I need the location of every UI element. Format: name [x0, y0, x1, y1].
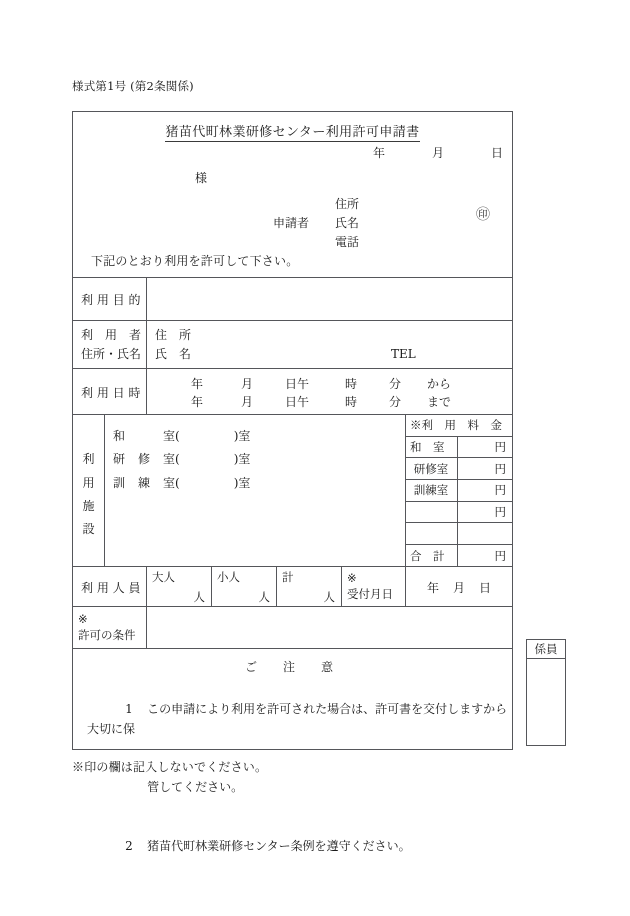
applicant-address-label: 住所 — [335, 197, 360, 211]
note-2-line1: 猪苗代町林業研修センター条例を遵守ください。 — [147, 838, 411, 853]
applicant-label: 申請者 — [273, 216, 310, 230]
seal-stamp-icon: ㊞ — [476, 207, 490, 223]
facility-label-char-4: 設 — [82, 522, 95, 537]
facility-item-kenshushitsu[interactable] — [113, 448, 405, 471]
facility-2-paren — [175, 448, 250, 471]
facility-1-paren-open: ( — [175, 429, 180, 443]
dt-to-hour: 時 — [344, 395, 357, 409]
datetime-label: 利 用 日 時 — [81, 385, 141, 400]
facility-label-vertical — [73, 415, 104, 571]
fee-name-blank-2 — [405, 523, 458, 544]
people-total-title: 計 — [282, 570, 294, 584]
staff-box-header: 係員 — [527, 640, 565, 659]
facility-list — [105, 415, 405, 495]
datetime-label-cell — [73, 369, 146, 415]
dt-to-day: 日午 — [284, 395, 309, 409]
note-1-line1: この申請により利用を許可された場合は、許可書を交付しますから大切に保 — [87, 702, 508, 736]
date-year-label: 年 — [373, 146, 386, 160]
receipt-date-month: 月 — [452, 580, 465, 595]
dt-to-suffix: まで — [426, 395, 451, 409]
table-row-datetime — [73, 368, 512, 414]
fee-unit-washitsu: 円 — [494, 440, 506, 455]
facility-1-paren-close: )室 — [233, 429, 251, 443]
applicant-name-row — [273, 214, 453, 233]
notes-body — [73, 675, 512, 875]
note-item-2 — [73, 817, 512, 875]
facility-2-name2: 修 — [137, 452, 150, 467]
applicant-block — [273, 195, 453, 252]
facility-item-washitsu[interactable] — [113, 425, 405, 448]
dt-from-day: 日午 — [284, 377, 309, 391]
date-month-label: 月 — [431, 146, 444, 160]
user-value-stack — [147, 321, 512, 369]
facility-3-paren-close: )室 — [233, 475, 251, 490]
page-title — [73, 121, 512, 140]
condition-label-cell — [73, 607, 146, 649]
receipt-date-value-cell[interactable] — [406, 567, 512, 607]
fee-name-kenshushitsu: 研修室 — [405, 458, 458, 479]
request-statement: 下記のとおり利用を許可して下さい。 — [91, 254, 299, 268]
table-row-purpose — [73, 277, 512, 320]
fee-unit-blank-1: 円 — [494, 505, 506, 520]
fee-unit-kenshushitsu: 円 — [494, 461, 506, 476]
applicant-phone-row — [273, 233, 453, 252]
user-value-cell[interactable] — [147, 321, 512, 369]
people-adult-title: 大人 — [152, 570, 175, 584]
facility-3-paren-open: ( — [175, 475, 180, 490]
user-label-line2: 住所・氏名 — [81, 347, 142, 361]
fee-name-washitsu: 和 室 — [405, 437, 458, 458]
fee-row-total[interactable] — [405, 545, 512, 567]
purpose-label: 利 用 目 的 — [81, 293, 141, 307]
fee-name-total: 合 計 — [405, 545, 458, 567]
notes-title — [73, 649, 512, 675]
facility-label-cell — [73, 415, 104, 567]
applicant-name-label: 氏名 — [335, 216, 360, 230]
fee-row-kenshushitsu[interactable] — [405, 458, 512, 480]
facility-3-paren — [175, 472, 250, 495]
staff-box — [526, 639, 566, 746]
condition-value — [147, 607, 512, 649]
condition-value-cell[interactable] — [147, 607, 512, 649]
addressee-honorific: 様 — [195, 171, 208, 185]
user-label-line1: 利 用 者 — [81, 328, 142, 343]
receipt-date-day: 日 — [478, 580, 491, 595]
facility-2-paren-open: ( — [175, 452, 180, 467]
fee-table-header: ※利 用 料 金 — [410, 418, 502, 433]
applicant-phone-label: 電話 — [335, 235, 360, 249]
fee-name-blank-1 — [405, 502, 458, 523]
facility-label-char-2: 用 — [82, 475, 95, 490]
receipt-label-mark: ※ — [347, 571, 357, 586]
purpose-label-cell — [73, 278, 146, 321]
fee-row-kunrenshitsu[interactable] — [405, 480, 512, 502]
purpose-value — [147, 278, 512, 321]
receipt-label-text: 受付月日 — [347, 587, 393, 601]
purpose-value-cell[interactable] — [147, 278, 512, 321]
dt-from-hour: 時 — [344, 377, 357, 391]
facility-2-name3: 室 — [162, 452, 175, 467]
facility-label-char-3: 施 — [82, 499, 95, 513]
fee-unit-total: 円 — [494, 548, 506, 563]
dt-from-month: 月 — [240, 377, 253, 391]
facility-3-name3: 室 — [162, 475, 175, 490]
facility-list-cell[interactable] — [105, 415, 405, 567]
facility-label-char-1: 利 — [82, 452, 95, 467]
people-child-title: 小人 — [217, 570, 240, 584]
staff-box-value[interactable] — [527, 659, 565, 745]
note-1-line2: 管してください。 — [147, 780, 244, 795]
fee-row-blank-1[interactable] — [405, 502, 512, 524]
facility-item-kunrenshitsu[interactable] — [113, 472, 405, 495]
condition-label-mark: ※ — [78, 612, 88, 627]
dt-from-year: 年 — [190, 377, 203, 391]
datetime-from-line — [147, 375, 512, 393]
user-label-cell — [73, 321, 146, 369]
people-child-unit: 人 — [258, 590, 270, 604]
applicant-address-row — [273, 195, 453, 214]
facility-3-name2: 練 — [137, 475, 150, 490]
table-row-people — [73, 566, 512, 606]
fee-name-kunrenshitsu: 訓練室 — [405, 480, 458, 501]
receipt-date-label-cell — [342, 567, 405, 607]
submission-date-line — [373, 144, 503, 161]
facility-1-name1: 和 — [113, 429, 126, 443]
table-row-facility — [73, 414, 512, 566]
people-total-cell[interactable] — [277, 567, 341, 607]
notes-title-text: ご 注 意 — [244, 660, 340, 674]
table-row-user-info — [73, 320, 512, 368]
table-row-condition — [73, 606, 512, 648]
facility-1-name2: 室 — [162, 429, 175, 443]
dt-to-month: 月 — [240, 395, 253, 409]
facility-3-name1: 訓 — [113, 475, 126, 490]
user-address-label: 住 所 — [155, 328, 192, 343]
datetime-value-cell[interactable] — [147, 369, 512, 415]
fee-unit-blank-2 — [458, 523, 512, 544]
user-name-label: 氏 名 — [155, 347, 192, 361]
form-header — [73, 112, 512, 277]
dt-to-year: 年 — [190, 395, 203, 409]
people-child-cell[interactable] — [212, 567, 276, 607]
facility-2-paren-close: )室 — [233, 452, 251, 467]
people-adult-unit: 人 — [193, 590, 205, 604]
fee-unit-kunrenshitsu: 円 — [494, 483, 506, 498]
note-item-1 — [73, 681, 512, 759]
fee-row-washitsu[interactable] — [405, 437, 512, 459]
dt-from-suffix: から — [426, 377, 451, 391]
dt-to-minute: 分 — [388, 395, 401, 409]
receipt-date-year: 年 — [426, 580, 439, 595]
people-label: 利 用 人 員 — [81, 580, 141, 595]
note-1-number: 1 — [125, 702, 133, 717]
fee-table-header-row — [405, 415, 512, 437]
footer-note: ※印の欄は記入しないでください。 — [72, 760, 268, 774]
people-adult-cell[interactable] — [147, 567, 211, 607]
note-2-number: 2 — [125, 838, 133, 853]
form-number: 様式第1号 (第2条関係) — [72, 79, 194, 93]
facility-1-paren — [175, 425, 250, 448]
datetime-to-line — [147, 393, 512, 411]
fee-row-blank-2[interactable] — [405, 523, 512, 545]
facility-2-name1: 研 — [113, 452, 126, 467]
fee-table — [405, 415, 512, 567]
page-title-text: 猪苗代町林業研修センター利用許可申請書 — [165, 125, 420, 140]
user-tel-label: TEL — [391, 347, 416, 361]
people-label-cell — [73, 567, 146, 607]
people-total-unit: 人 — [323, 590, 335, 604]
user-label-stack — [73, 321, 146, 369]
dt-from-minute: 分 — [388, 377, 401, 391]
condition-label-text: 許可の条件 — [78, 628, 136, 642]
date-day-label: 日 — [490, 146, 503, 160]
